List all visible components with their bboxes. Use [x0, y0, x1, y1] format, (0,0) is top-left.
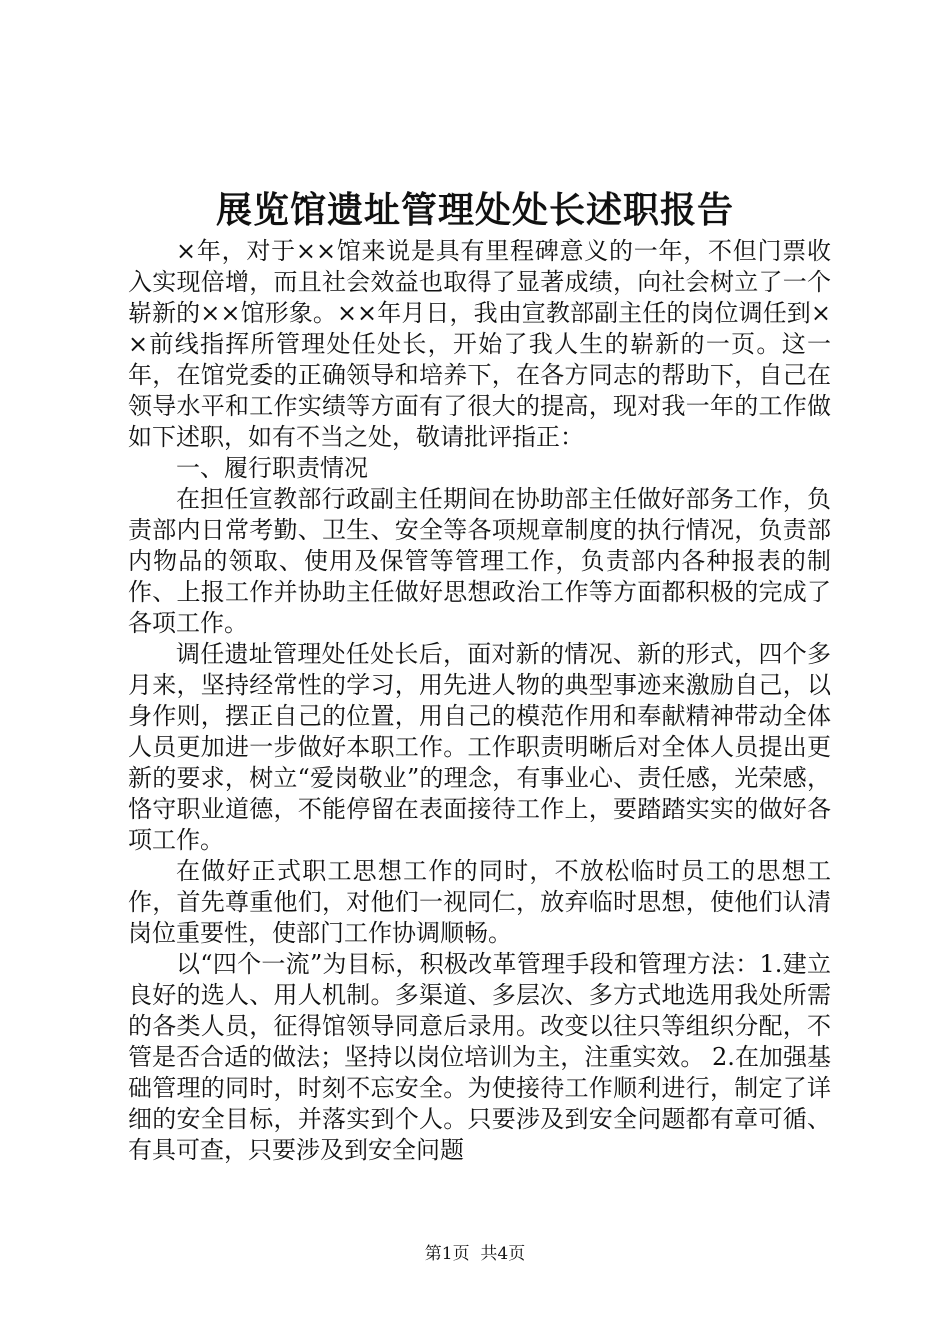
section-heading: 一、履行职责情况	[176, 454, 368, 482]
paragraph-reform: 以“四个一流”为目标，积极改革管理手段和管理方法：1.建立良好的选人、用人机制。多渠道、多层次、多方式地选用我处所需的各类人员，征得馆领导同意后录用。改变以往只等组织分配，不管是否合适的做法；坚持以岗位培训为主，注重实效。 2.在加强基础管理的同时，时刻不忘安全。为使接待工作顺利进行，制定了详细的安全目标，并落实到个人。只要涉及到安全问题都有章可循、有具可查，只要涉及到安全问题	[128, 950, 831, 1164]
paragraph-transfer: 调任遗址管理处任处长后，面对新的情况、新的形式，四个多月来，坚持经常性的学习，用先进人物的典型事迹来激励自己，以身作则，摆正自己的位置，用自己的模范作用和奉献精神带动全体人员更加进一步做好本职工作。工作职责明晰后对全体人员提出更新的要求，树立“爱岗敬业”的理念，有事业心、责任感，光荣感，恪守职业道德，不能停留在表面接待工作上，要踏踏实实的做好各项工作。	[128, 640, 831, 854]
page-footer	[0, 1242, 950, 1266]
document-body	[128, 236, 831, 1166]
paragraph-intro: ×年，对于××馆来说是具有里程碑意义的一年，不但门票收入实现倍增，而且社会效益也取得了显著成绩，向社会树立了一个崭新的××馆形象。××年月日，我由宣教部副主任的岗位调任到××前线指挥所管理处任处长，开始了我人生的崭新的一页。这一年，在馆党委的正确领导和培养下，在各方同志的帮助下，自己在领导水平和工作实绩等方面有了很大的提高，现对我一年的工作做如下述职，如有不当之处，敬请批评指正：	[128, 237, 831, 451]
document-title: 展览馆遗址管理处处长述职报告	[215, 189, 734, 231]
paragraph-temp-staff: 在做好正式职工思想工作的同时，不放松临时员工的思想工作，首先尊重他们，对他们一视同仁，放弃临时思想，使他们认清岗位重要性，使部门工作协调顺畅。	[128, 857, 831, 947]
paragraph-duties: 在担任宣教部行政副主任期间在协助部主任做好部务工作，负责部内日常考勤、卫生、安全等各项规章制度的执行情况，负责部内物品的领取、使用及保管等管理工作，负责部内各种报表的制作、上报工作并协助主任做好思想政治工作等方面都积极的完成了各项工作。	[128, 485, 831, 637]
page-number: 第1页 共4页	[424, 1244, 526, 1264]
